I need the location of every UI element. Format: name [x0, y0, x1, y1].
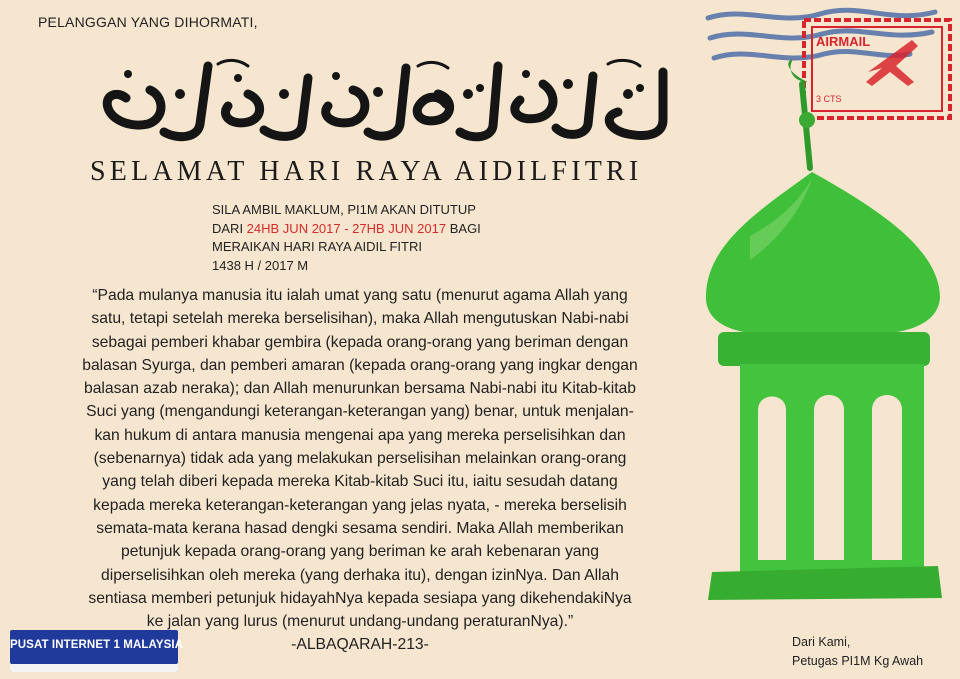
quote-line: balasan Syurga, dan pemberi amaran (kepada orang-orang yang ingkar dengan	[82, 356, 638, 374]
stamp-value: 3 CTS	[816, 94, 842, 104]
quote-line: balasan azab neraka); dan Allah menurunkan bersama Nabi-nabi itu Kitab-kitab	[83, 380, 636, 398]
quran-quote	[40, 284, 680, 657]
quote-line: yang telah diberi kepada mereka Kitab-kitab Suci itu, iaitu sesudah datang	[102, 473, 618, 491]
notice-line-1: SILA AMBIL MAKLUM, PI1M AKAN DITUTUP	[212, 202, 476, 217]
quote-line: (sebenarnya) tidak ada yang melakukan perselisihan melainkan orang-orang	[93, 450, 627, 468]
arabic-calligraphy-icon	[88, 54, 673, 144]
greeting-text: PELANGGAN YANG DIHORMATI,	[38, 14, 258, 30]
signature	[792, 633, 923, 671]
quote-line: sebagai pemberi khabar gembira (kepada orang-orang yang beriman dengan	[91, 333, 629, 351]
closure-notice	[212, 201, 481, 275]
quote-line: kepada mereka keterangan-keterangan yang jelas nyata, - mereka berselisih	[93, 496, 627, 514]
notice-line-3: MERAIKAN HARI RAYA AIDIL FITRI	[212, 239, 422, 254]
quote-line: sentiasa memberi petunjuk hidayahNya kepada sesiapa yang dikehendakiNya	[88, 589, 632, 607]
mosque-dome-icon	[690, 60, 955, 600]
closure-dates: 24HB JUN 2017 - 27HB JUN 2017	[246, 220, 447, 236]
signature-line-2: Petugas PI1M Kg Awah	[792, 654, 924, 668]
notice-line-4: 1438 H / 2017 M	[212, 257, 309, 273]
logo-text: PUSAT INTERNET 1 MALAYSIA	[10, 639, 184, 651]
quote-line: petunjuk kepada orang-orang yang beriman ke arah kebenaran yang	[121, 543, 599, 561]
signature-line-1: Dari Kami,	[792, 635, 851, 649]
quote-line: diperselisihkan oleh mereka (yang derhaka itu), dengan izinNya. Dan Allah	[101, 566, 619, 584]
notice-dates-suffix: BAGI	[446, 220, 481, 236]
greeting-title: SELAMAT HARI RAYA AIDILFITRI	[90, 156, 643, 187]
notice-dates-prefix: DARI	[212, 220, 247, 236]
quote-line: satu, tetapi setelah mereka berselisihan), maka Allah mengutuskan Nabi-nabi	[91, 310, 629, 328]
quote-line: semata-mata kerana hasad dengki sesama sendiri. Maka Allah memberikan	[96, 519, 624, 537]
quote-reference: -ALBAQARAH-213-	[291, 636, 429, 654]
quote-line: kan hukum di antara manusia mengenai apa yang mereka perselisihkan dan	[94, 426, 626, 444]
stamp-label: AIRMAIL	[816, 34, 871, 49]
quote-line: ke jalan yang lurus (menurut undang-undang peraturanNya).”	[146, 613, 574, 631]
quote-line: Suci yang (mengandungi keterangan-keterangan yang) benar, untuk menjalan-	[86, 403, 634, 421]
pi1m-logo	[10, 630, 184, 672]
quote-line: “Pada mulanya manusia itu ialah umat yang satu (menurut agama Allah yang	[92, 287, 628, 304]
notice-line-2	[212, 220, 481, 239]
